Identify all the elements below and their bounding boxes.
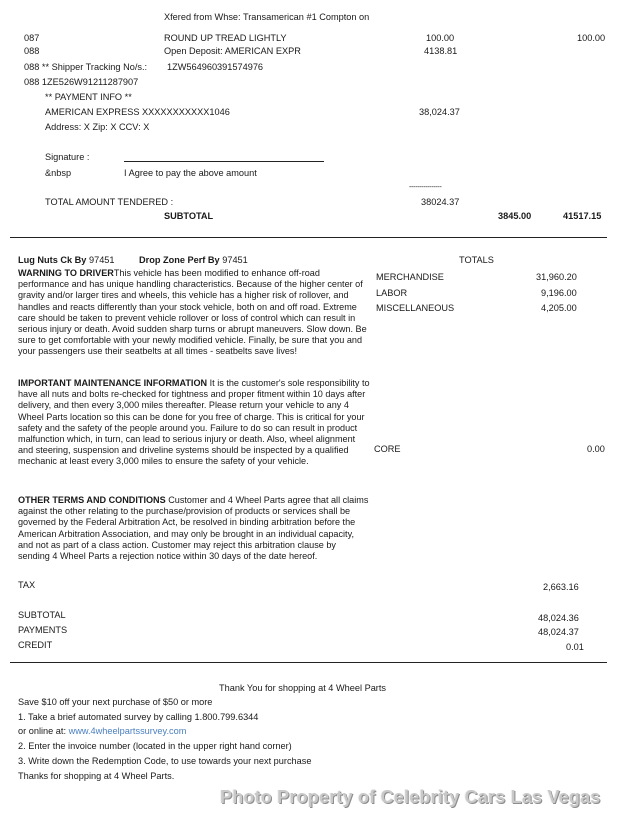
signature-line bbox=[124, 161, 324, 162]
maintenance-body: It is the customer's sole responsibility to have all nuts and bolts re-checked for tightness and proper fitment within 10 days after delivery, and then every 3,000 miles thereafter. Please return your vehicle to any 4 Wheel Parts location so this can be done for you free of charge. This is critical for your safety and the safety of the people around you. Failure to do so can result in product malfunction which, in turn, can lead to serious injury or death. Also, wheel alignment and steering, suspension and driveline systems should be inspected by a qualified mechanic at least every 3,000 miles to ensure the safety of your vehicle. bbox=[18, 378, 370, 467]
line-number: 088 bbox=[24, 46, 40, 56]
shipper-tracking-number: 1ZW564960391574976 bbox=[167, 62, 264, 72]
merchandise-label: MERCHANDISE bbox=[376, 272, 444, 282]
section-divider-2 bbox=[10, 662, 607, 663]
terms-title: OTHER TERMS AND CONDITIONS bbox=[18, 495, 166, 505]
payments-amount: 48,024.37 bbox=[538, 627, 579, 637]
line-number: 087 bbox=[24, 33, 40, 43]
online-prefix: or online at: bbox=[18, 726, 67, 736]
shipper-tracking-label: 088 ** Shipper Tracking No/s.: bbox=[24, 62, 148, 72]
totals-heading: TOTALS bbox=[459, 255, 494, 265]
agree-text: I Agree to pay the above amount bbox=[124, 168, 257, 178]
signature-label: Signature : bbox=[45, 152, 90, 162]
drop-zone-perf bbox=[139, 255, 248, 265]
online-line bbox=[18, 726, 186, 736]
survey-step-3: 3. Write down the Redemption Code, to use towards your next purchase bbox=[18, 756, 312, 766]
lug-nuts-check bbox=[18, 255, 115, 265]
subtotal-amount-b: 41517.15 bbox=[563, 211, 602, 221]
payments-label: PAYMENTS bbox=[18, 625, 68, 635]
survey-step-2: 2. Enter the invoice number (located in the upper right hand corner) bbox=[18, 741, 292, 751]
subtotal-amount-a: 3845.00 bbox=[498, 211, 532, 221]
amex-amount: 38,024.37 bbox=[419, 107, 460, 117]
labor-label: LABOR bbox=[376, 288, 408, 298]
total-tendered-label: TOTAL AMOUNT TENDERED : bbox=[45, 197, 174, 207]
warning-body: This vehicle has been modified to enhance off-road performance and has unique handling characteristics. Because of the higher center of gravity and/or larger tires and wheels, this vehicle has a higher risk of rollover, and handles and reacts differently than your stock vehicle, both on and off road. Extreme care should be taken to prevent vehicle rollover or loss of control which can result in serious injury or death. Avoid sudden sharp turns or abrupt maneuvers. Slow down. Be sure to get comfortable with your newly modified vehicle. Finally, be sure that you and your passengers use their seatbelts at all times - seatbelts save lives! bbox=[18, 268, 367, 357]
terms-paragraph bbox=[18, 495, 370, 562]
core-amount: 0.00 bbox=[587, 444, 605, 454]
line-amount: 4138.81 bbox=[424, 46, 458, 56]
line-description: Open Deposit: AMERICAN EXPR bbox=[164, 46, 301, 56]
tax-amount: 2,663.16 bbox=[543, 582, 579, 592]
warning-paragraph bbox=[18, 268, 370, 358]
misc-label: MISCELLANEOUS bbox=[376, 303, 455, 313]
drop-zone-value: 97451 bbox=[222, 255, 248, 265]
merchandise-amount: 31,960.20 bbox=[536, 272, 577, 282]
survey-step-1: 1. Take a brief automated survey by calling 1.800.799.6344 bbox=[18, 712, 259, 722]
subtotal-label-2: SUBTOTAL bbox=[18, 610, 66, 620]
line-description: ROUND UP TREAD LIGHTLY bbox=[164, 33, 287, 43]
drop-zone-label: Drop Zone Perf By bbox=[139, 255, 220, 265]
lug-nuts-label: Lug Nuts Ck By bbox=[18, 255, 87, 265]
section-divider bbox=[10, 237, 607, 238]
amex-card-line: AMERICAN EXPRESS XXXXXXXXXXX1046 bbox=[45, 107, 230, 117]
labor-amount: 9,196.00 bbox=[541, 288, 577, 298]
survey-link[interactable]: www.4wheelpartssurvey.com bbox=[68, 726, 187, 736]
terms-body: Customer and 4 Wheel Parts agree that all claims against the other relating to the purchase/provision of products or services shall be governed by the Federal Arbitration Act, be resolved in binding arbitration before the American Arbitration Association, and may only be brought in an individual capacity, and not as part of a class action. Customer may reject this arbitration clause by sending 4 Wheel Parts a rejection notice within 30 days of the date hereof. bbox=[18, 495, 369, 562]
watermark: Photo Property of Celebrity Cars Las Vegas bbox=[220, 787, 601, 807]
line-amount: 100.00 bbox=[426, 33, 455, 43]
thank-you-line: Thank You for shopping at 4 Wheel Parts bbox=[219, 683, 387, 693]
thanks-line-2: Thanks for shopping at 4 Wheel Parts. bbox=[18, 771, 175, 781]
credit-label: CREDIT bbox=[18, 640, 53, 650]
dash-separator: ---------------- bbox=[409, 184, 442, 191]
warning-title: WARNING TO DRIVER bbox=[18, 268, 114, 278]
nbsp-label: &nbsp bbox=[45, 168, 72, 178]
core-label: CORE bbox=[374, 444, 401, 454]
tracking-line: 088 1ZE526W91211287907 bbox=[24, 77, 139, 87]
maintenance-title: IMPORTANT MAINTENANCE INFORMATION bbox=[18, 378, 208, 388]
misc-amount: 4,205.00 bbox=[541, 303, 577, 313]
subtotal-amount-2: 48,024.36 bbox=[538, 613, 579, 623]
maintenance-paragraph bbox=[18, 378, 370, 468]
total-tendered-amount: 38024.37 bbox=[421, 197, 460, 207]
save-offer: Save $10 off your next purchase of $50 or more bbox=[18, 697, 213, 707]
payment-info-heading: ** PAYMENT INFO ** bbox=[45, 92, 132, 102]
address-line: Address: X Zip: X CCV: X bbox=[45, 122, 150, 132]
lug-nuts-value: 97451 bbox=[88, 255, 115, 265]
credit-amount: 0.01 bbox=[566, 642, 584, 652]
subtotal-label: SUBTOTAL bbox=[164, 211, 214, 221]
tax-label: TAX bbox=[18, 580, 36, 590]
line-extended-amount: 100.00 bbox=[577, 33, 606, 43]
xfer-line: Xfered from Whse: Transamerican #1 Compton on bbox=[164, 12, 370, 22]
